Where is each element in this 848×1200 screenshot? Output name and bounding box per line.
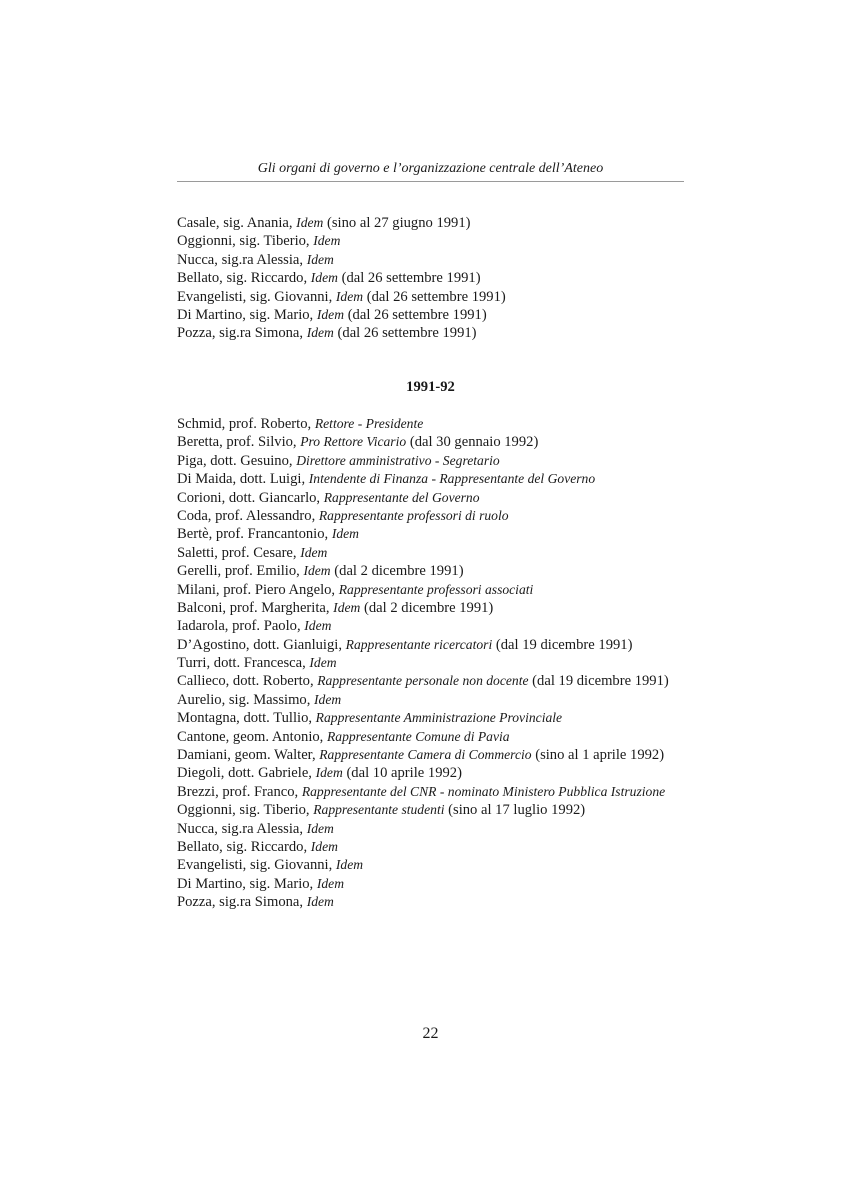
member-entry: Evangelisti, sig. Giovanni, Idem [177, 857, 364, 874]
member-entry: Callieco, dott. Roberto, Rappresentante personale non docente (dal 19 dicembre 1991) [177, 673, 669, 690]
member-entry: Bertè, prof. Francantonio, Idem [177, 526, 359, 543]
member-entry: Pozza, sig.ra Simona, Idem [177, 894, 334, 911]
member-entry: Di Maida, dott. Luigi, Intendente di Finanza - Rappresentante del Governo [177, 471, 596, 488]
member-entry: Turri, dott. Francesca, Idem [177, 655, 337, 672]
member-entry: Nucca, sig.ra Alessia, Idem [177, 820, 334, 837]
member-entry: Schmid, prof. Roberto, Rettore - Presidente [177, 416, 424, 432]
member-entry: Aurelio, sig. Massimo, Idem [177, 691, 342, 708]
section-heading: 1991-92 [406, 379, 455, 395]
member-entry: Milani, prof. Piero Angelo, Rappresentante professori associati [177, 581, 534, 598]
member-entry: Damiani, geom. Walter, Rappresentante Camera di Commercio (sino al 1 aprile 1992) [177, 747, 665, 764]
member-entry: Corioni, dott. Giancarlo, Rappresentante del Governo [177, 489, 480, 506]
member-entry: Montagna, dott. Tullio, Rappresentante Amministrazione Provinciale [177, 710, 563, 727]
member-entry: Evangelisti, sig. Giovanni, Idem (dal 26 settembre 1991) [177, 288, 506, 305]
member-entry: Diegoli, dott. Gabriele, Idem (dal 10 aprile 1992) [177, 765, 462, 782]
member-entry: Cantone, geom. Antonio, Rappresentante Comune di Pavia [177, 728, 510, 745]
member-entry: Di Martino, sig. Mario, Idem (dal 26 settembre 1991) [177, 306, 487, 323]
running-header: Gli organi di governo e l’organizzazione centrale dell’Ateneo [257, 161, 604, 176]
member-entry: Di Martino, sig. Mario, Idem [177, 875, 345, 892]
member-entry: Brezzi, prof. Franco, Rappresentante del CNR - nominato Ministero Pubblica Istruzione [177, 783, 666, 800]
member-entry: D’Agostino, dott. Gianluigi, Rappresentante ricercatori (dal 19 dicembre 1991) [177, 636, 633, 653]
member-entry: Balconi, prof. Margherita, Idem (dal 2 dicembre 1991) [177, 599, 494, 616]
page-number: 22 [422, 1025, 439, 1042]
member-entry: Oggionni, sig. Tiberio, Idem [177, 233, 341, 250]
member-entry: Iadarola, prof. Paolo, Idem [177, 618, 332, 635]
member-entry: Nucca, sig.ra Alessia, Idem [177, 251, 334, 268]
member-list-1991-92 [177, 415, 697, 912]
member-entry: Pozza, sig.ra Simona, Idem (dal 26 settembre 1991) [177, 325, 477, 342]
member-entry: Casale, sig. Anania, Idem (sino al 27 giugno 1991) [177, 215, 471, 231]
member-entry: Oggionni, sig. Tiberio, Rappresentante studenti (sino al 17 luglio 1992) [177, 802, 586, 819]
header-rule [177, 181, 684, 182]
member-entry: Saletti, prof. Cesare, Idem [177, 544, 328, 561]
member-entry: Coda, prof. Alessandro, Rappresentante professori di ruolo [177, 507, 509, 524]
member-entry: Gerelli, prof. Emilio, Idem (dal 2 dicembre 1991) [177, 563, 464, 580]
continued-member-list [177, 214, 697, 343]
member-entry: Bellato, sig. Riccardo, Idem (dal 26 settembre 1991) [177, 270, 481, 287]
member-entry: Beretta, prof. Silvio, Pro Rettore Vicario (dal 30 gennaio 1992) [177, 434, 539, 451]
member-entry: Bellato, sig. Riccardo, Idem [177, 838, 338, 855]
member-entry: Piga, dott. Gesuino, Direttore amministrativo - Segretario [177, 452, 500, 469]
